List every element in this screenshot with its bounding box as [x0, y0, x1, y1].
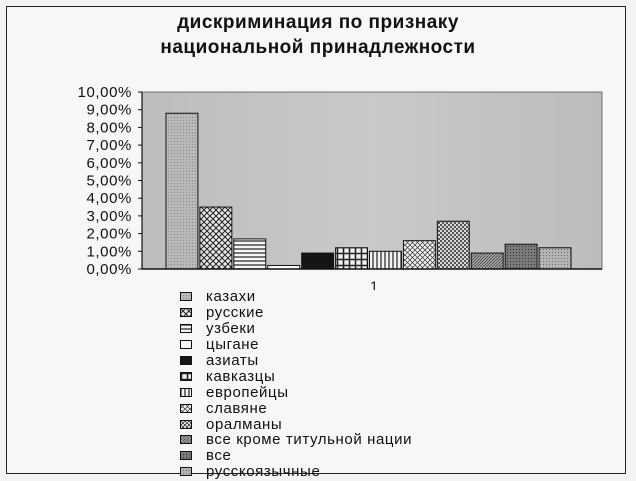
- legend-label: европейцы: [206, 383, 289, 401]
- legend-label: все кроме титульной нации: [206, 431, 413, 449]
- legend-swatch: [180, 372, 192, 381]
- bar-8: [403, 241, 435, 269]
- legend-label: оралманы: [206, 415, 283, 433]
- bar-11: [505, 244, 537, 269]
- legend-swatch: [180, 420, 192, 429]
- legend-item: [180, 368, 600, 384]
- y-tick-label: 0,00%: [86, 261, 132, 278]
- y-tick-label: 2,00%: [86, 225, 132, 243]
- legend-swatch: [180, 435, 192, 444]
- legend-item: [180, 321, 600, 337]
- legend-item: [180, 464, 600, 480]
- legend-item: [180, 353, 600, 369]
- y-tick-label: 9,00%: [86, 101, 132, 119]
- legend-item: [180, 337, 600, 353]
- legend-label: азиаты: [206, 352, 259, 370]
- legend-swatch: [180, 292, 192, 301]
- legend-label: цыгане: [206, 336, 260, 354]
- legend-swatch: [180, 340, 192, 349]
- y-tick-label: 7,00%: [86, 137, 132, 155]
- legend-swatch: [180, 324, 192, 333]
- y-tick-label: 6,00%: [86, 154, 132, 172]
- legend-label: узбеки: [206, 320, 256, 338]
- legend-item: [180, 305, 600, 321]
- legend-label: русскоязычные: [206, 463, 321, 481]
- legend-label: кавказцы: [206, 367, 276, 385]
- legend-swatch: [180, 404, 192, 413]
- legend-swatch: [180, 467, 192, 476]
- chart-legend: [180, 289, 600, 480]
- y-tick-label: 10,00%: [77, 84, 132, 101]
- legend-label: славяне: [206, 399, 268, 417]
- legend-item: [180, 432, 600, 448]
- legend-item: [180, 416, 600, 432]
- bar-1: [166, 113, 198, 269]
- y-tick-label: 1,00%: [86, 243, 132, 261]
- legend-label: русские: [206, 304, 264, 322]
- x-category-label: 1: [370, 278, 378, 290]
- y-tick-label: 5,00%: [86, 172, 132, 190]
- y-tick-label: 3,00%: [86, 207, 132, 225]
- bar-10: [471, 253, 503, 269]
- legend-swatch: [180, 308, 192, 317]
- bar-6: [336, 248, 368, 269]
- bar-12: [539, 248, 571, 269]
- legend-swatch: [180, 451, 192, 460]
- bar-3: [234, 239, 266, 269]
- legend-label: все: [206, 447, 232, 465]
- legend-item: [180, 289, 600, 305]
- legend-swatch: [180, 388, 192, 397]
- bar-9: [437, 221, 469, 269]
- y-tick-label: 4,00%: [86, 190, 132, 208]
- legend-item: [180, 384, 600, 400]
- legend-swatch: [180, 356, 192, 365]
- bar-7: [370, 251, 402, 269]
- legend-item: [180, 400, 600, 416]
- bar-2: [200, 207, 232, 269]
- legend-label: казахи: [206, 288, 256, 306]
- y-tick-label: 8,00%: [86, 119, 132, 137]
- chart-title-line-1: дискриминация по признаку: [177, 12, 459, 33]
- legend-item: [180, 448, 600, 464]
- bar-5: [302, 253, 334, 269]
- chart-title-line-2: национальной принадлежности: [160, 37, 476, 58]
